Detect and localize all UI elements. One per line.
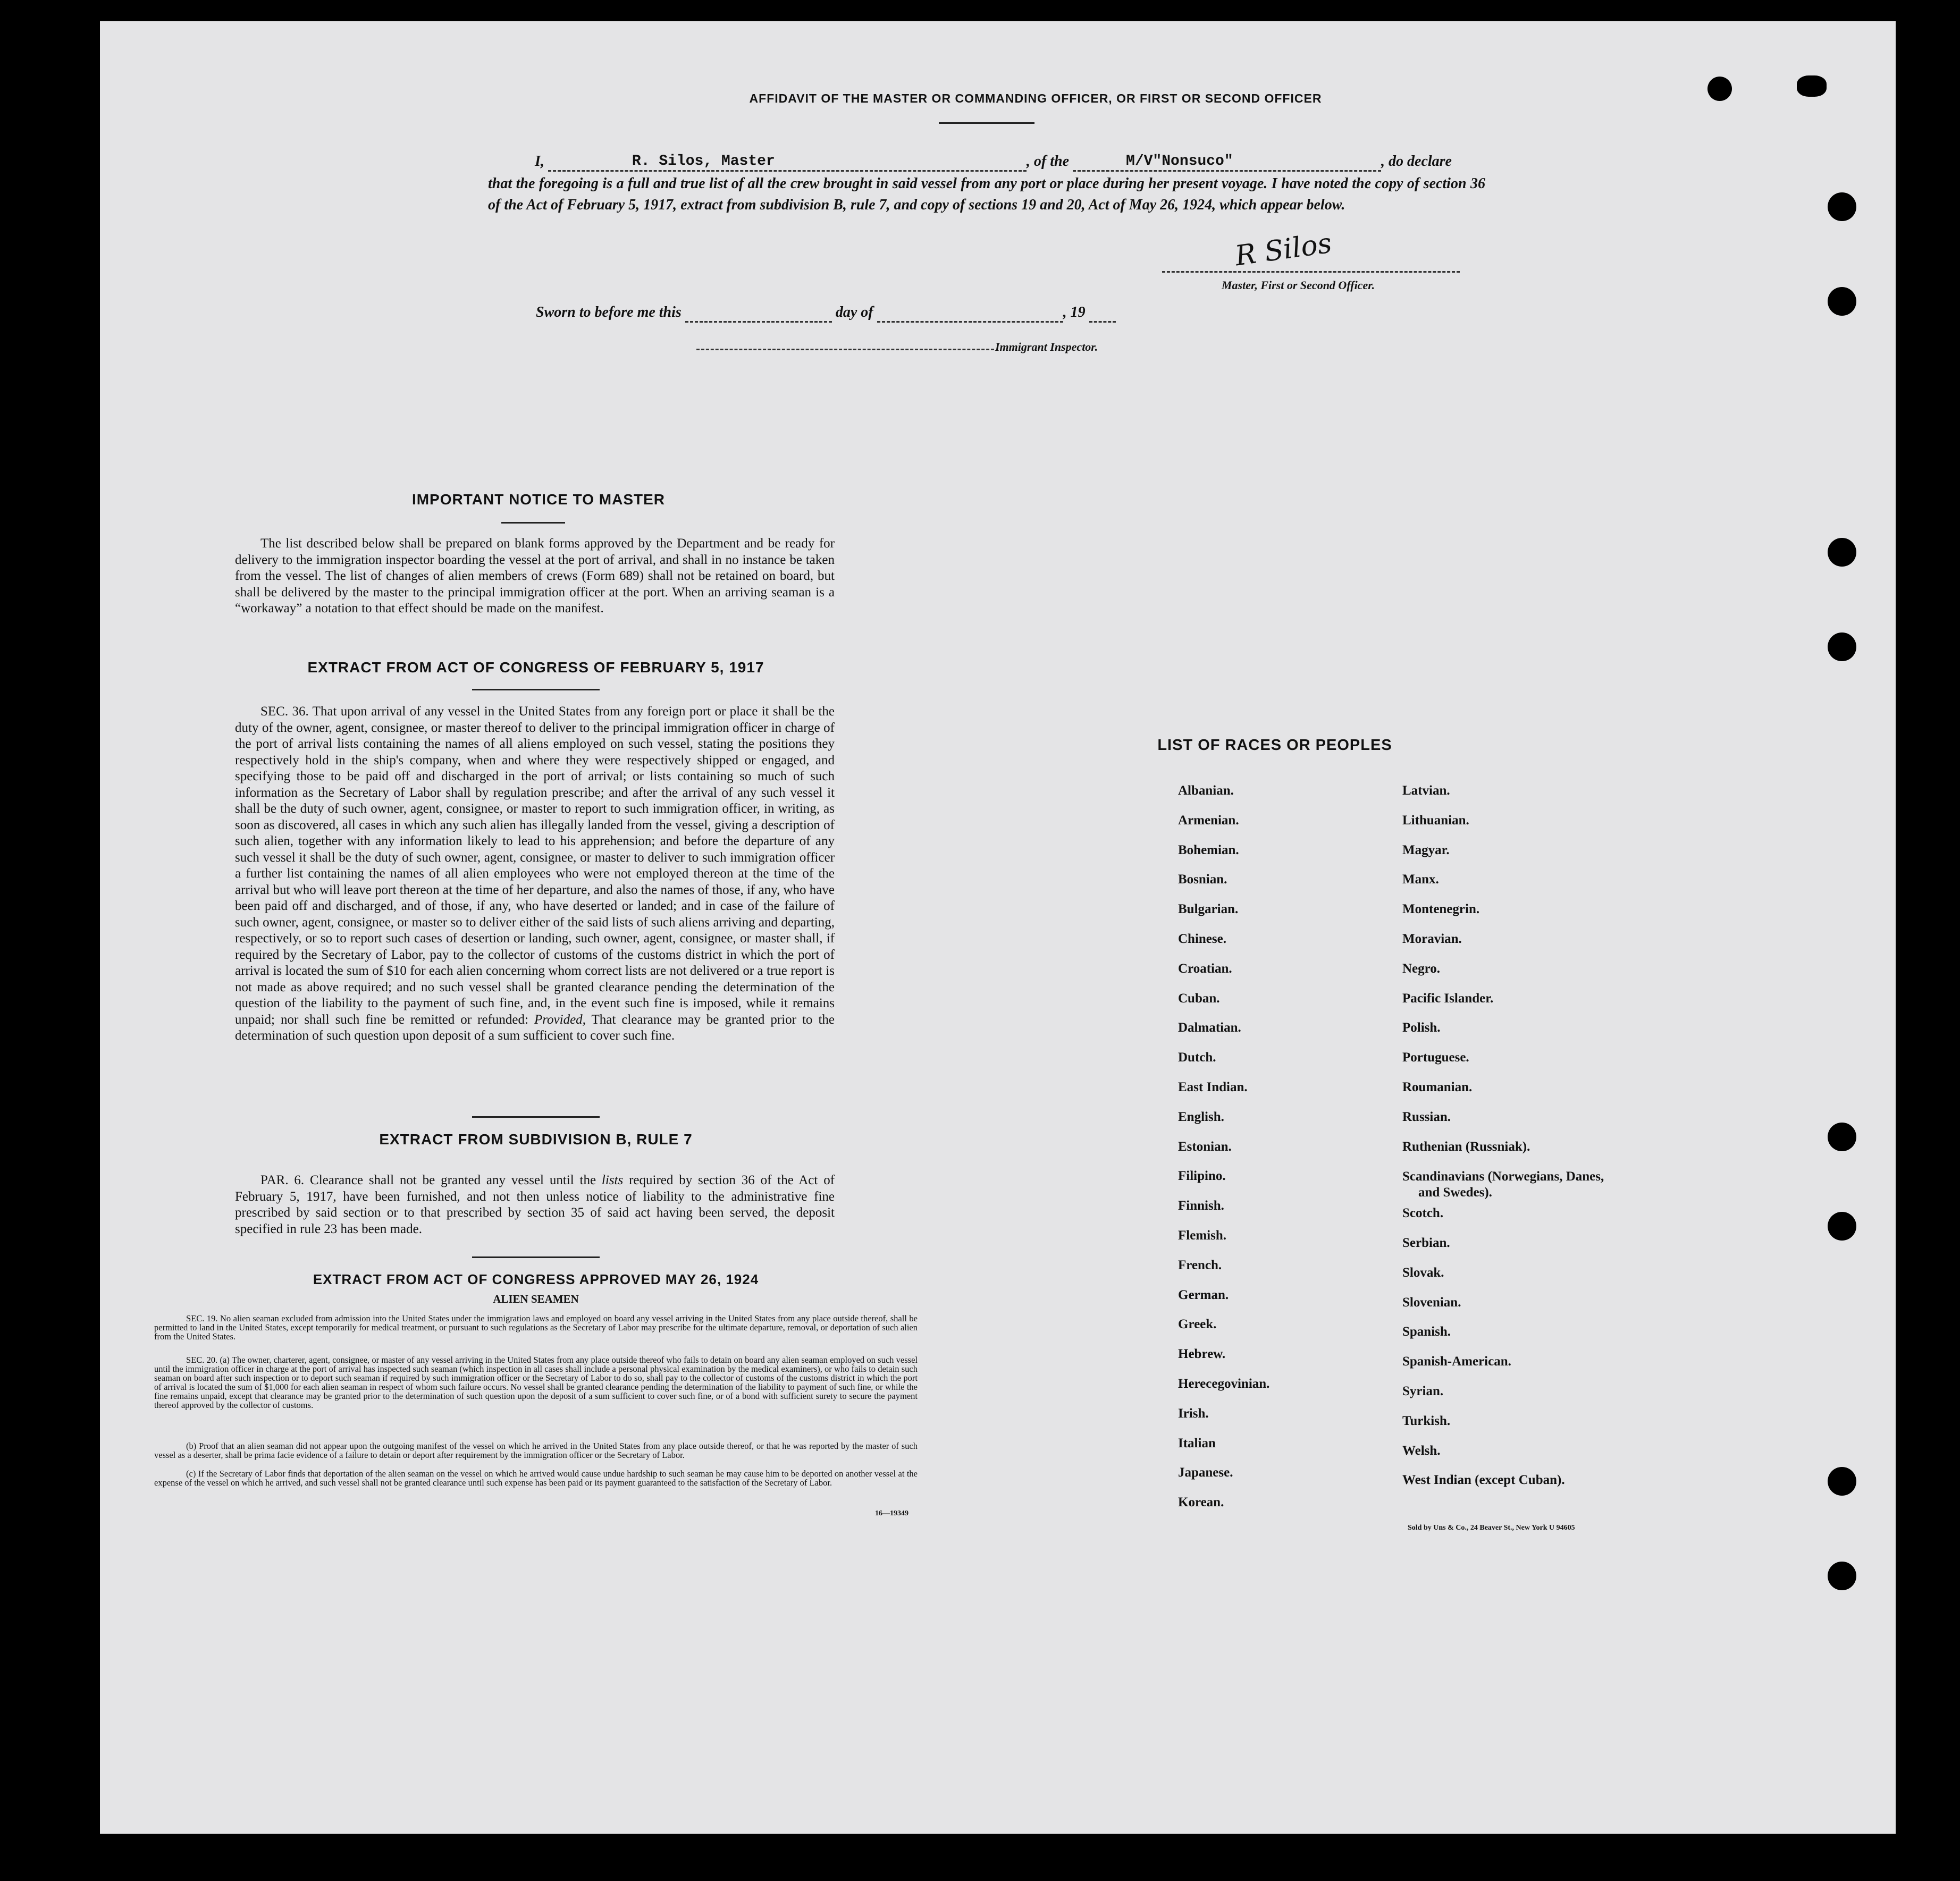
race-item: Estonian.	[1178, 1140, 1232, 1154]
race-item: Negro.	[1402, 961, 1441, 976]
race-item: Croatian.	[1178, 961, 1232, 976]
race-item: Slovenian.	[1402, 1295, 1461, 1310]
race-item: Armenian.	[1178, 813, 1239, 828]
race-item: Filipino.	[1178, 1169, 1226, 1183]
master-name: R. Silos, Master	[632, 153, 775, 170]
signature: R Silos	[1233, 227, 1334, 273]
race-item: Lithuanian.	[1402, 813, 1469, 828]
sec-19: SEC. 19. No alien seaman excluded from admission into the United States under the immigration laws and employed on board any vessel arriving in the United States from any place outside thereof, shall be permitted to land in the United States, except temporarily for medical treatment, or pursuant to such regulations as the Secretary of Labor may prescribe for the ultimate departure, removal, or deportation of such alien from the United States.	[154, 1313, 918, 1342]
binder-hole	[1828, 632, 1856, 661]
rule-7-text-a: Clearance shall not be granted any vessel until the	[310, 1173, 596, 1187]
race-item: Flemish.	[1178, 1228, 1226, 1243]
i-label: I,	[535, 153, 544, 170]
binder-hole	[1828, 538, 1856, 567]
race-item: Pacific Islander.	[1402, 991, 1494, 1006]
signature-caption: Master, First or Second Officer.	[1222, 279, 1375, 292]
binder-hole	[1828, 1467, 1856, 1496]
race-item: Cuban.	[1178, 991, 1220, 1006]
section-text-end: That clearance may be granted prior to the determination of such question upon deposit of a sum sufficient to cover such fine.	[235, 1012, 835, 1043]
inspector-caption: Immigrant Inspector.	[995, 340, 1098, 353]
divider	[472, 689, 600, 690]
binder-hole	[1828, 287, 1856, 316]
provided-label: Provided,	[534, 1012, 586, 1027]
document-page	[100, 21, 1896, 1834]
act-1917-title: EXTRACT FROM ACT OF CONGRESS OF FEBRUARY 5, 1917	[307, 659, 764, 676]
binder-hole	[1828, 1123, 1856, 1151]
race-item: Manx.	[1402, 872, 1439, 887]
binder-hole	[1828, 1212, 1856, 1241]
race-item: Japanese.	[1178, 1465, 1233, 1480]
master-name-field	[548, 153, 1027, 172]
inspector-line	[696, 349, 994, 350]
race-item: Hebrew.	[1178, 1347, 1226, 1361]
race-item: Korean.	[1178, 1495, 1224, 1509]
sec-20c: (c) If the Secretary of Labor finds that deportation of the alien seaman on the vessel on which he arrived would cause undue hardship to such seaman he may cause him to be deported on another vessel at the expense of the vessel on which he arrived, and such vessel shall not be granted clearance until such expense has been paid or its payment guaranteed to the satisfaction of the Secretary of Labor.	[154, 1469, 918, 1488]
race-item: Finnish.	[1178, 1199, 1224, 1213]
sec-20a: SEC. 20. (a) The owner, charterer, agent, consignee, or master of any vessel arriving in the United States from any place outside thereof who fails to detain on board any alien seaman employed on such vessel until the immigration officer in charge at the port of arrival has inspected such seaman (which inspection in all cases shall include a personal physical examination by the medical examiners), or who fails to detain such seaman on board after such inspection or to deport such seaman if required by such immigration officer or the Secretary of Labor to do so, shall pay to the collector of customs of the customs district in which the port of arrival is located the sum of $1,000 for each alien seaman in respect of whom such failure occurs. No vessel shall be granted clearance pending the determination of the liability to payment of such fine, or while the fine remains unpaid, except that clearance may be granted prior to the determination of such question upon the deposit of a sum sufficient to cover such fine, or of a bond with sufficient surety to secure the payment thereof approved by the collector of customs.	[154, 1355, 918, 1410]
race-item: English.	[1178, 1110, 1224, 1124]
binder-hole	[1707, 77, 1732, 101]
race-item: West Indian (except Cuban).	[1402, 1473, 1565, 1487]
race-item: East Indian.	[1178, 1080, 1248, 1094]
act-1917-body	[235, 704, 835, 1044]
race-item: Magyar.	[1402, 843, 1450, 857]
paragraph-number: PAR. 6.	[260, 1173, 305, 1187]
race-item: Moravian.	[1402, 932, 1462, 946]
race-item: Syrian.	[1402, 1384, 1444, 1398]
binder-hole	[1828, 192, 1856, 221]
act-1924-title: EXTRACT FROM ACT OF CONGRESS APPROVED MAY 26, 1924	[313, 1271, 759, 1287]
divider	[939, 122, 1034, 124]
race-item: French.	[1178, 1258, 1222, 1272]
signature-line	[1162, 271, 1460, 273]
vessel-name: M/V"Nonsuco"	[1126, 153, 1233, 170]
rule-7-text-b: required by section 36 of the Act of February 5, 1917, have been furnished, and not then unless notice of liability to the administrative fine prescribed by said section or to that prescribed by section 35 of said act having been served, the deposit specified in rule 23 has been made.	[235, 1173, 835, 1236]
race-item: Scotch.	[1402, 1206, 1444, 1220]
sec-20b: (b) Proof that an alien seaman did not appear upon the outgoing manifest of the vessel on which he arrived in the United States from any place outside thereof, or that he was reported by the master of such vessel as a deserter, shall be prima facie evidence of a failure to detain or deport after requirement by the immigration officer or the Secretary of Labor.	[154, 1441, 918, 1460]
day-of-label: day of	[835, 304, 873, 320]
race-item: Italian	[1178, 1436, 1216, 1450]
year-prefix: 19	[1070, 304, 1086, 320]
binder-hole	[1828, 1562, 1856, 1590]
race-item: Montenegrin.	[1402, 902, 1480, 916]
race-item: Slovak.	[1402, 1266, 1444, 1280]
sworn-label: Sworn to before me this	[536, 304, 682, 320]
race-item: Scandinavians (Norwegians, Danes, and Swedes).	[1402, 1169, 1604, 1200]
sworn-day-field	[685, 304, 832, 323]
notice-body: The list described below shall be prepared on blank forms approved by the Department and be ready for delivery to the immigration inspector boarding the vessel at the port of arrival, and shall in no instance be taken from the vessel. The list of changes of alien members of crews (Form 689) shall not be retained on board, but shall be delivered by the master to the principal immigration officer at the port. When an arriving seaman is a “workaway” a notation to that effect should be made on the manifest.	[235, 536, 835, 615]
sworn-month-field	[877, 304, 1063, 323]
sworn-line: Sworn to before me this day of , 19	[536, 304, 1116, 323]
race-item: Roumanian.	[1402, 1080, 1473, 1094]
divider	[501, 522, 565, 524]
race-item: Serbian.	[1402, 1236, 1450, 1250]
rule-7-body	[235, 1173, 835, 1237]
race-item: Spanish-American.	[1402, 1354, 1511, 1369]
race-item: Chinese.	[1178, 932, 1226, 946]
race-item: Portuguese.	[1402, 1050, 1469, 1065]
races-title: LIST OF RACES OR PEOPLES	[1157, 737, 1392, 754]
race-item: Latvian.	[1402, 783, 1450, 798]
divider	[472, 1256, 600, 1258]
lists-label: lists	[601, 1173, 624, 1187]
race-item: Dalmatian.	[1178, 1020, 1241, 1035]
race-item: Turkish.	[1402, 1414, 1451, 1428]
section-text: That upon arrival of any vessel in the United States from any foreign port or place it shall be the duty of the owner, agent, consignee, or master thereof to deliver to the principal immigration officer in charge of the port of arrival lists containing the names of all aliens employed on such vessel, stating the positions they respectively hold in the ship's company, when and where they were respectively shipped or engaged, and specifying those to be paid off and discharged in the port of arrival; or lists containing so much of such information as the Secretary of Labor shall by regulation prescribe; and after the arrival of any such vessel it shall be the duty of such owner, agent, consignee, or master to report to such immigration officer, in writing, as soon as discovered, all cases in which any such alien has illegally landed from the vessel, giving a description of such alien, together with any information likely to lead to his apprehension; and before the departure of any such vessel it shall be the duty of such owner, agent, consignee, or master to deliver to such immigration officer a further list containing the names of all alien employees who were not employed thereon at the time of the arrival but who will leave port thereon at the time of her departure, and also the names of those, if any, who have been paid off and discharged, and of those, if any, who have deserted or landed; and in case of the failure of such owner, agent, consignee, or master so to deliver either of the said lists of such aliens arriving and departing, respectively, or so to report such cases of desertion or landing, such owner, agent, consignee, or master shall, if required by the Secretary of Labor, pay to the collector of customs of the customs district in which the port of arrival is located the sum of $10 for each alien concerning whom correct lists are not delivered or a true report is not made as above required; and no such vessel shall be granted clearance pending the determination of the question of the liability to the payment of such fine, and, in the event such fine is imposed, while it remains unpaid; nor shall such fine be remitted or refunded:	[235, 704, 835, 1027]
do-declare-label: do declare	[1389, 153, 1452, 170]
race-item: Bohemian.	[1178, 843, 1239, 857]
notice-title: IMPORTANT NOTICE TO MASTER	[411, 491, 666, 508]
race-item: Ruthenian (Russniak).	[1402, 1140, 1530, 1154]
race-item: Herecegovinian.	[1178, 1377, 1270, 1391]
race-item: German.	[1178, 1288, 1229, 1302]
of-the-label: of the	[1033, 153, 1070, 170]
race-item: Irish.	[1178, 1406, 1209, 1421]
act-1924-subtitle: ALIEN SEAMEN	[493, 1293, 579, 1305]
race-item: Bosnian.	[1178, 872, 1227, 887]
race-item: Greek.	[1178, 1317, 1217, 1331]
vessel-name-field	[1073, 153, 1381, 172]
race-item: Welsh.	[1402, 1444, 1441, 1458]
printer-note: Sold by Uns & Co., 24 Beaver St., New York U 94605	[1408, 1524, 1575, 1532]
race-item: Spanish.	[1402, 1325, 1451, 1339]
affidavit-title: AFFIDAVIT OF THE MASTER OR COMMANDING OFFICER, OR FIRST OR SECOND OFFICER	[749, 91, 1322, 105]
rule-7-title: EXTRACT FROM SUBDIVISION B, RULE 7	[379, 1131, 693, 1148]
race-item: Russian.	[1402, 1110, 1451, 1124]
divider	[472, 1116, 600, 1118]
declaration-line-1: I, R. Silos, Master , of the M/V"Nonsuco" , do declare	[535, 153, 1603, 172]
declaration-text: that the foregoing is a full and true list of all the crew brought in said vessel from any port or place during her present voyage. I have noted the copy of section 36 of the Act of February 5, 1917, extract from subdivision B, rule 7, and copy of sections 19 and 20, Act of May 26, 1924, which appear below.	[488, 175, 1485, 213]
race-item: Bulgarian.	[1178, 902, 1239, 916]
binder-hole	[1797, 75, 1827, 97]
race-item: Polish.	[1402, 1020, 1441, 1035]
form-number: 16—19349	[875, 1509, 909, 1517]
race-item: Dutch.	[1178, 1050, 1216, 1065]
sworn-year-field	[1089, 304, 1116, 323]
race-item: Albanian.	[1178, 783, 1234, 798]
section-number: SEC. 36.	[260, 704, 309, 719]
